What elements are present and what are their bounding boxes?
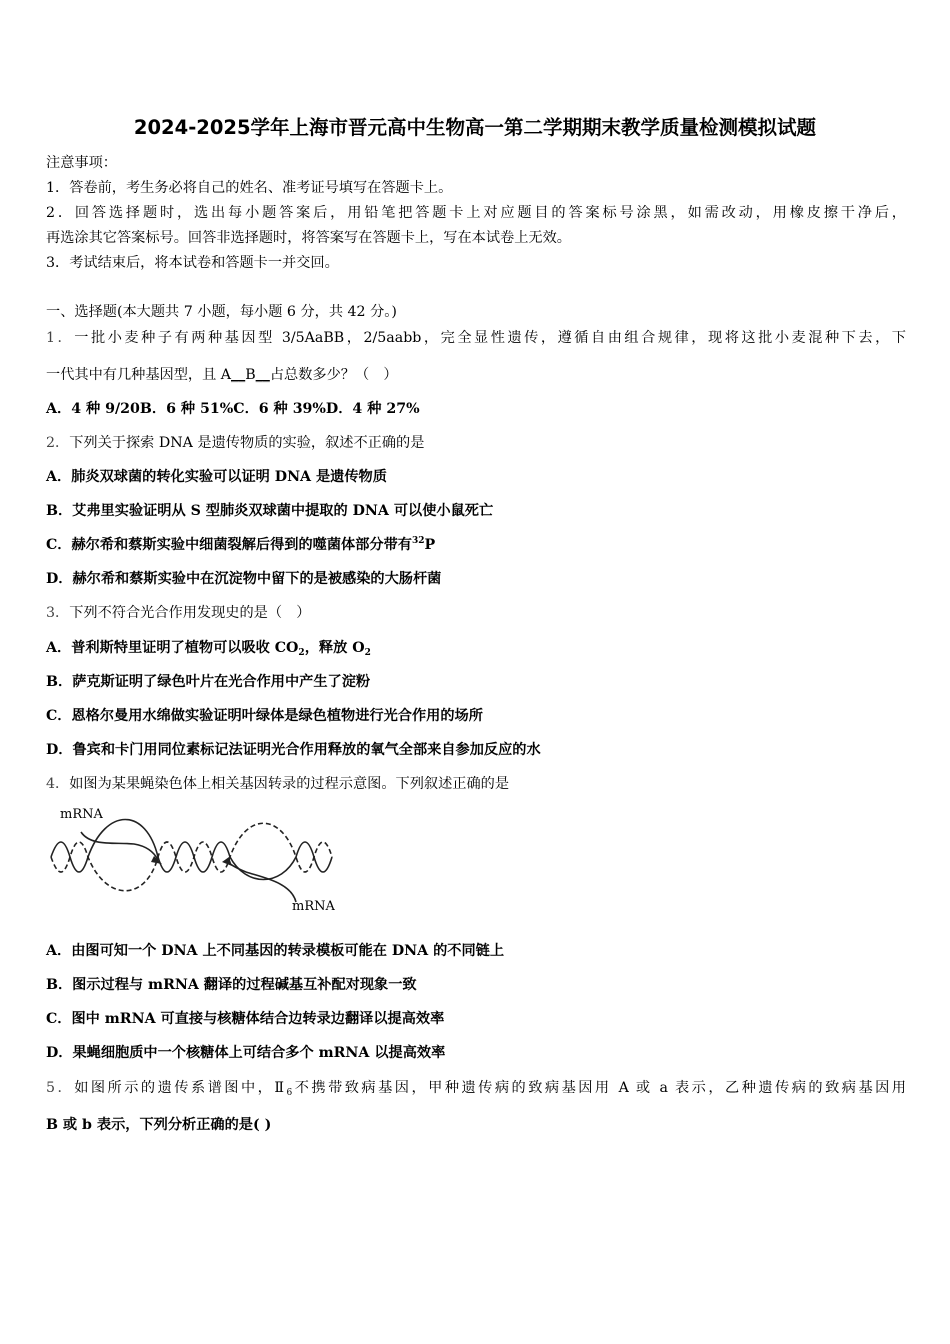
question-3-number: 3． [46,605,70,621]
question-2-stem-text: 下列关于探索 DNA 是遗传物质的实验，叙述不正确的是 [69,435,425,451]
question-4-option-d: D．果蝇细胞质中一个核糖体上可结合多个 mRNA 以提高效率 [46,1045,446,1061]
q3-option-a-sub-2: 2 [364,648,371,658]
q1-line2-part-b: B [245,367,256,383]
mrna-label-bottom: mRNA [292,899,335,914]
q3-option-a-mid: ，释放 O [304,640,365,656]
question-3-option-b: B．萨克斯证明了绿色叶片在光合作用中产生了淀粉 [46,674,371,690]
q5-line1-subscript: 6 [286,1088,293,1098]
question-3-stem-text: 下列不符合光合作用发现史的是（ ） [69,605,311,621]
question-5-line1 [46,1077,906,1098]
q1-blank-2: __ [255,367,270,383]
question-4-option-c: C．图中 mRNA 可直接与核糖体结合边转录边翻译以提高效率 [46,1011,445,1027]
dna-strand-dashed [51,823,332,891]
notice-item-2: 2．回答选择题时，选出每小题答案后，用铅笔把答题卡上对应题目的答案标号涂黑，如需改动，用橡皮擦干净后， [46,205,906,221]
question-3-option-c: C．恩格尔曼用水绵做实验证明叶绿体是绿色植物进行光合作用的场所 [46,708,483,724]
question-1-line1 [46,327,906,347]
q1-line2-part-a: 一代其中有几种基因型，且 A [46,367,232,383]
notice-item-2-cont: 再选涂其它答案标号。回答非选择题时，将答案写在答题卡上，写在本试卷上无效。 [46,230,571,246]
question-2-option-b: B．艾弗里实验证明从 S 型肺炎双球菌中提取的 DNA 可以使小鼠死亡 [46,503,494,519]
question-1-stem: 一批小麦种子有两种基因型 3/5AaBB，2/5aabb，完全显性遗传，遵循自由组合规律，现将这批小麦混种下去，下 [74,330,906,346]
q5-line1-part-b: 不携带致病基因，甲种遗传病的致病基因用 A 或 a 表示，乙种遗传病的致病基因用 [292,1080,906,1096]
question-2-number: 2． [46,435,70,451]
question-3-option-a [46,637,906,658]
question-4-option-b: B．图示过程与 mRNA 翻译的过程碱基互补配对现象一致 [46,977,417,993]
q2-option-c-end: P [424,537,436,553]
section-heading: 一、选择题(本大题共 7 小题，每小题 6 分，共 42 分。) [46,304,397,320]
question-2-option-c [46,534,906,554]
question-1-number: 1． [46,330,75,346]
q1-line2-part-c: 占总数多少？（ ） [269,367,398,383]
q2-option-c-text: C．赫尔希和蔡斯实验中细菌裂解后得到的噬菌体部分带有 [46,537,412,553]
notice-item-1: 1．答卷前，考生务必将自己的姓名、准考证号填写在答题卡上。 [46,180,453,196]
question-4-number: 4． [46,776,70,792]
notice-heading: 注意事项： [46,155,117,171]
question-4-stem-text: 如图为某果蝇染色体上相关基因转录的过程示意图。下列叙述正确的是 [69,776,510,792]
q1-blank-1: __ [231,367,246,383]
question-3-option-d: D．鲁宾和卡门用同位素标记法证明光合作用释放的氧气全部来自参加反应的水 [46,742,541,758]
page-title: 2024-2025学年上海市晋元高中生物高一第二学期期末教学质量检测模拟试题 [133,116,817,139]
transcription-diagram [46,802,346,917]
question-1-options: A．4 种 9/20B．6 种 51%C．6 种 39%D．4 种 27% [46,401,420,417]
question-4-option-a: A．由图可知一个 DNA 上不同基因的转录模板可能在 DNA 的不同链上 [46,943,505,959]
q2-option-c-superscript: 32 [411,536,425,546]
question-2-stem [46,432,906,452]
notice-item-3: 3．考试结束后，将本试卷和答题卡一并交回。 [46,255,339,271]
question-4-stem [46,773,906,793]
question-2-option-a: A．肺炎双球菌的转化实验可以证明 DNA 是遗传物质 [46,469,387,485]
question-1-line2 [46,364,906,384]
q5-line1-part-a: 如图所示的遗传系谱图中，Ⅱ [74,1080,287,1096]
question-5-line2: B 或 b 表示，下列分析正确的是( ) [46,1117,272,1133]
question-5-number: 5． [46,1080,75,1096]
q3-option-a-sub-1: 2 [298,648,305,658]
question-3-stem [46,602,906,622]
mrna-label-top: mRNA [60,807,103,822]
dna-strand-solid [51,820,332,880]
q3-option-a-text: A．普利斯特里证明了植物可以吸收 CO [46,640,299,656]
question-2-option-d: D．赫尔希和蔡斯实验中在沉淀物中留下的是被感染的大肠杆菌 [46,571,442,587]
